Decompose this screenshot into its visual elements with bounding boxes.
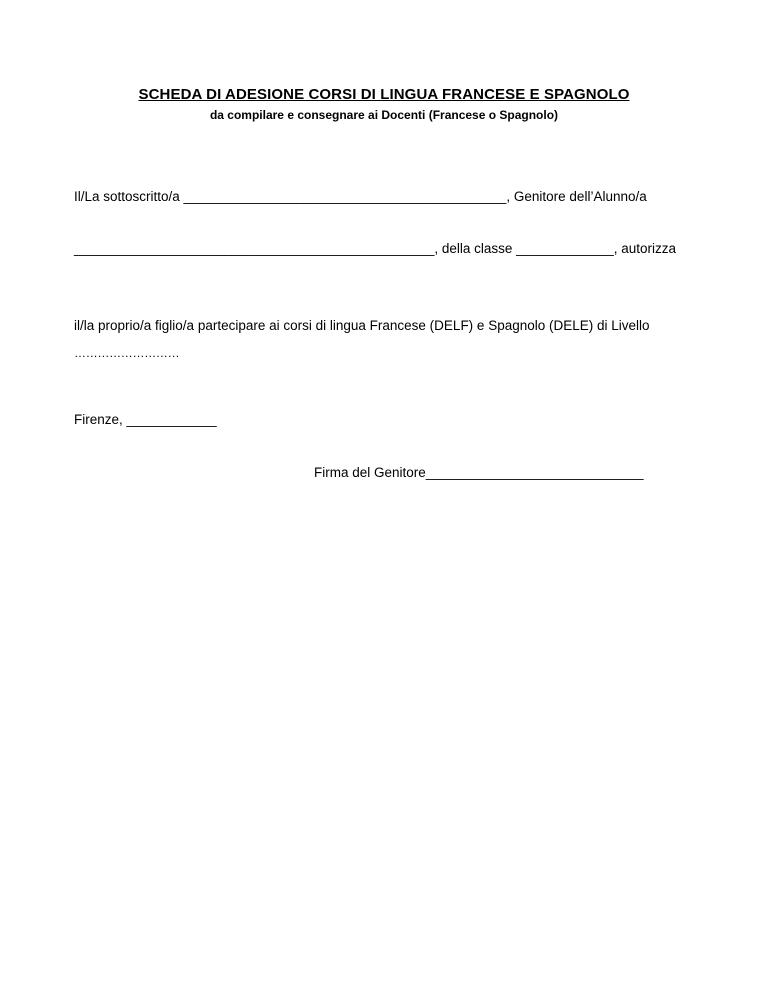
place-date-line: Firenze, ____________ xyxy=(74,412,217,427)
parent-name-line: Il/La sottoscritto/a ___________________________________________, Genitore dell’Alunno/a xyxy=(74,189,647,204)
student-class-line: ________________________________________________, della classe _____________, autorizza xyxy=(74,241,677,256)
document-subtitle: da compilare e consegnare ai Docenti (Francese o Spagnolo) xyxy=(209,108,559,122)
authorization-line: il/la proprio/a figlio/a partecipare ai corsi di lingua Francese (DELF) e Spagnolo (DELE) di Livello xyxy=(74,318,650,333)
level-dotted-line: ……………………… xyxy=(74,346,180,360)
parent-signature-line: Firma del Genitore_____________________________ xyxy=(314,465,644,480)
document-title: SCHEDA DI ADESIONE CORSI DI LINGUA FRANCESE E SPAGNOLO xyxy=(138,86,630,103)
